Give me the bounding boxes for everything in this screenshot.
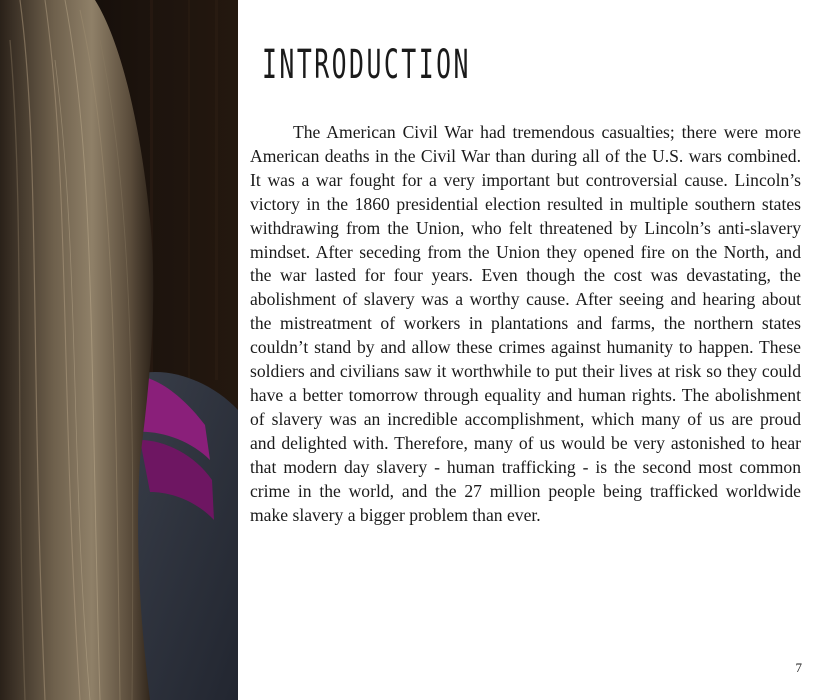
photo-illustration: [0, 0, 238, 700]
cover-photo-girl-hair: [0, 0, 238, 700]
text-column: [250, 0, 801, 700]
body-paragraph: The American Civil War had tremendous casualties; there were more American deaths in the Civil War than during all of the U.S. wars combined. It was a war fought for a very important but controversial cause. Lincoln’s victory in the 1860 presidential election resulted in multiple southern states withdrawing from the Union, who felt threatened by Lincoln’s anti-slavery mindset. After seceding from the Union they opened fire on the North, and the war lasted for four years. Even though the cost was devastating, the abolishment of slavery was a worthy cause. After seeing and hearing about the mistreatment of workers in plantations and farms, the northern states couldn’t stand by and allow these crimes against humanity to happen. These soldiers and civilians saw it worthwhile to put their lives at risk so they could have a better tomorrow through equality and human rights. The abolishment of slavery was an incredible accomplishment, which many of us are proud and delighted with. Therefore, many of us would be very astonished to hear that modern day slavery - human trafficking - is the second most common crime in the world, and the 27 million people being trafficked worldwide make slavery a bigger problem than ever.: [250, 122, 801, 525]
page-number: 7: [795, 660, 802, 675]
page-title: INTRODUCTION: [262, 42, 471, 88]
